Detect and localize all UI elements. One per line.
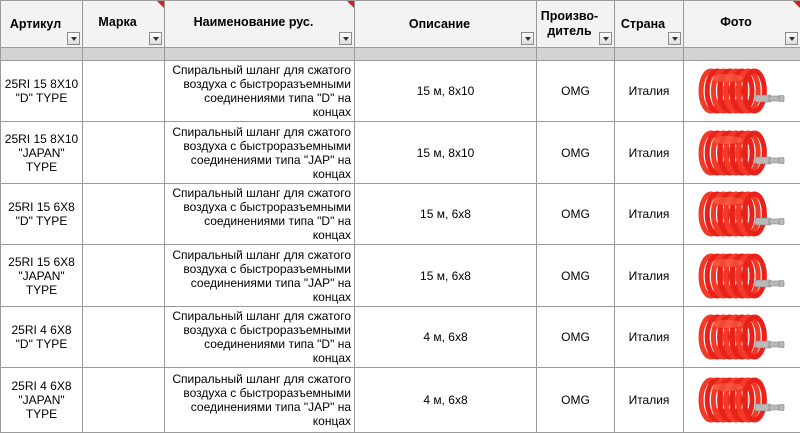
brass-fitting [779, 96, 784, 102]
brass-fitting [779, 342, 784, 348]
brass-fitting [779, 280, 784, 286]
manufacturer-text: OMG [561, 84, 590, 98]
brass-fitting [779, 157, 784, 163]
manufacturer-cell[interactable] [537, 122, 615, 184]
brass-fitting [779, 219, 784, 225]
separator-cell [684, 48, 800, 61]
article-text: 25RI 15 8X10 "D" TYPE [4, 77, 79, 105]
article-cell[interactable] [1, 368, 83, 433]
manufacturer-cell[interactable] [537, 368, 615, 433]
header-description [355, 1, 537, 48]
manufacturer-text: OMG [561, 330, 590, 344]
table-row[interactable] [1, 184, 800, 245]
description-cell[interactable] [355, 307, 537, 368]
header-row [1, 1, 800, 48]
table-row[interactable] [1, 61, 800, 122]
country-cell[interactable] [615, 245, 684, 307]
header-country [615, 1, 684, 48]
name-text: Спиральный шланг для сжатого воздуха с быстроразъемными соединениями типа "JAP" на концах [172, 247, 351, 304]
header-name [165, 1, 355, 48]
filter-dropdown-icon[interactable] [668, 32, 681, 45]
photo-cell[interactable] [684, 184, 800, 245]
brand-cell[interactable] [83, 245, 165, 307]
red-spiral-hose-photo [697, 249, 787, 303]
table-row[interactable] [1, 368, 800, 433]
photo-cell[interactable] [684, 61, 800, 122]
brand-cell[interactable] [83, 61, 165, 122]
article-cell[interactable] [1, 61, 83, 122]
brass-fitting [755, 341, 771, 348]
article-text: 25RI 15 6X8 "JAPAN" TYPE [8, 254, 75, 297]
country-cell[interactable] [615, 184, 684, 245]
article-text: 25RI 4 6X8 "JAPAN" TYPE [11, 379, 72, 421]
filter-dropdown-icon[interactable] [149, 32, 162, 45]
header-article-label: Артикул [9, 16, 62, 31]
separator-row [1, 48, 800, 61]
name-text: Спиральный шланг для сжатого воздуха с быстроразъемными соединениями типа "D" на концах [172, 186, 351, 242]
name-text: Спиральный шланг для сжатого воздуха с быстроразъемными соединениями типа "JAP" на концах [172, 124, 351, 181]
brass-fitting [755, 95, 771, 102]
description-cell[interactable] [355, 184, 537, 245]
description-text: 15 м, 6x8 [420, 268, 471, 283]
photo-cell[interactable] [684, 122, 800, 184]
filter-dropdown-icon[interactable] [339, 32, 352, 45]
hose-highlight [711, 74, 743, 82]
manufacturer-cell[interactable] [537, 61, 615, 122]
header-photo [684, 1, 800, 48]
name-cell[interactable] [165, 122, 355, 184]
article-cell[interactable] [1, 122, 83, 184]
brass-fitting [755, 157, 771, 164]
filter-dropdown-icon[interactable] [521, 32, 534, 45]
header-country-label: Страна [620, 16, 666, 31]
brand-cell[interactable] [83, 122, 165, 184]
table-body [1, 61, 800, 433]
country-text: Италия [628, 268, 670, 283]
country-text: Италия [628, 207, 670, 221]
brass-fitting [755, 218, 771, 225]
name-cell[interactable] [165, 61, 355, 122]
name-text: Спиральный шланг для сжатого воздуха с быстроразъемными соединениями типа "JAP" на концах [172, 372, 351, 428]
manufacturer-text: OMG [561, 268, 590, 283]
brass-fitting [755, 280, 771, 287]
separator-cell [1, 48, 83, 61]
description-text: 15 м, 6x8 [420, 207, 471, 221]
name-cell[interactable] [165, 184, 355, 245]
name-text: Спиральный шланг для сжатого воздуха с быстроразъемными соединениями типа "D" на концах [172, 63, 351, 119]
photo-cell[interactable] [684, 368, 800, 433]
filter-dropdown-icon[interactable] [67, 32, 80, 45]
country-text: Италия [628, 393, 670, 407]
country-cell[interactable] [615, 307, 684, 368]
hose-highlight [711, 383, 743, 391]
manufacturer-cell[interactable] [537, 245, 615, 307]
country-cell[interactable] [615, 368, 684, 433]
filter-dropdown-icon[interactable] [785, 32, 798, 45]
brand-cell[interactable] [83, 368, 165, 433]
photo-cell[interactable] [684, 307, 800, 368]
comment-indicator-icon[interactable] [347, 1, 354, 8]
name-text: Спиральный шланг для сжатого воздуха с быстроразъемными соединениями типа "D" на концах [172, 309, 351, 365]
red-spiral-hose-photo [697, 310, 787, 364]
red-spiral-hose-photo [697, 373, 787, 427]
comment-indicator-icon[interactable] [157, 1, 164, 8]
name-cell[interactable] [165, 245, 355, 307]
country-text: Италия [628, 84, 670, 98]
name-cell[interactable] [165, 368, 355, 433]
article-text: 25RI 15 8X10 "JAPAN" TYPE [4, 131, 79, 174]
separator-cell [615, 48, 684, 61]
description-cell[interactable] [355, 122, 537, 184]
article-text: 25RI 15 6X8 "D" TYPE [8, 200, 75, 228]
comment-indicator-icon[interactable] [793, 1, 800, 8]
country-cell[interactable] [615, 61, 684, 122]
red-spiral-hose-photo [697, 64, 787, 118]
manufacturer-cell[interactable] [537, 184, 615, 245]
separator-cell [165, 48, 355, 61]
table-row[interactable] [1, 245, 800, 307]
manufacturer-cell[interactable] [537, 307, 615, 368]
header-brand [83, 1, 165, 48]
red-spiral-hose-photo [697, 126, 787, 180]
description-cell[interactable] [355, 368, 537, 433]
manufacturer-text: OMG [561, 393, 590, 407]
manufacturer-text: OMG [561, 207, 590, 221]
photo-cell[interactable] [684, 245, 800, 307]
description-text: 4 м, 6x8 [423, 330, 468, 344]
table-row[interactable] [1, 122, 800, 184]
brand-cell[interactable] [83, 184, 165, 245]
manufacturer-text: OMG [561, 145, 590, 160]
country-text: Италия [628, 330, 670, 344]
header-brand-label: Марка [98, 15, 137, 29]
article-cell[interactable] [1, 245, 83, 307]
article-text: 25RI 4 6X8 "D" TYPE [11, 323, 72, 351]
header-manufacturer-label: Произво- дитель [540, 9, 599, 38]
country-text: Италия [628, 145, 670, 160]
filter-dropdown-icon[interactable] [599, 32, 612, 45]
header-manufacturer [537, 1, 615, 48]
article-cell[interactable] [1, 307, 83, 368]
article-cell[interactable] [1, 184, 83, 245]
description-cell[interactable] [355, 245, 537, 307]
description-text: 4 м, 6x8 [423, 393, 468, 407]
separator-cell [355, 48, 537, 61]
header-article [1, 1, 83, 48]
hose-highlight [711, 136, 743, 144]
header-photo-label: Фото [720, 15, 752, 29]
hose-highlight [711, 259, 743, 267]
description-text: 15 м, 8x10 [416, 84, 475, 98]
table-row[interactable] [1, 307, 800, 368]
brass-fitting [779, 405, 784, 411]
name-cell[interactable] [165, 307, 355, 368]
description-text: 15 м, 8x10 [416, 145, 475, 160]
separator-cell [537, 48, 615, 61]
separator-cell [83, 48, 165, 61]
brand-cell[interactable] [83, 307, 165, 368]
header-name-label: Наименование рус. [193, 15, 314, 29]
red-spiral-hose-photo [697, 187, 787, 241]
brass-fitting [755, 404, 771, 411]
hose-highlight [711, 320, 743, 328]
description-cell[interactable] [355, 61, 537, 122]
country-cell[interactable] [615, 122, 684, 184]
header-description-label: Описание [408, 16, 471, 31]
hose-highlight [711, 197, 743, 205]
